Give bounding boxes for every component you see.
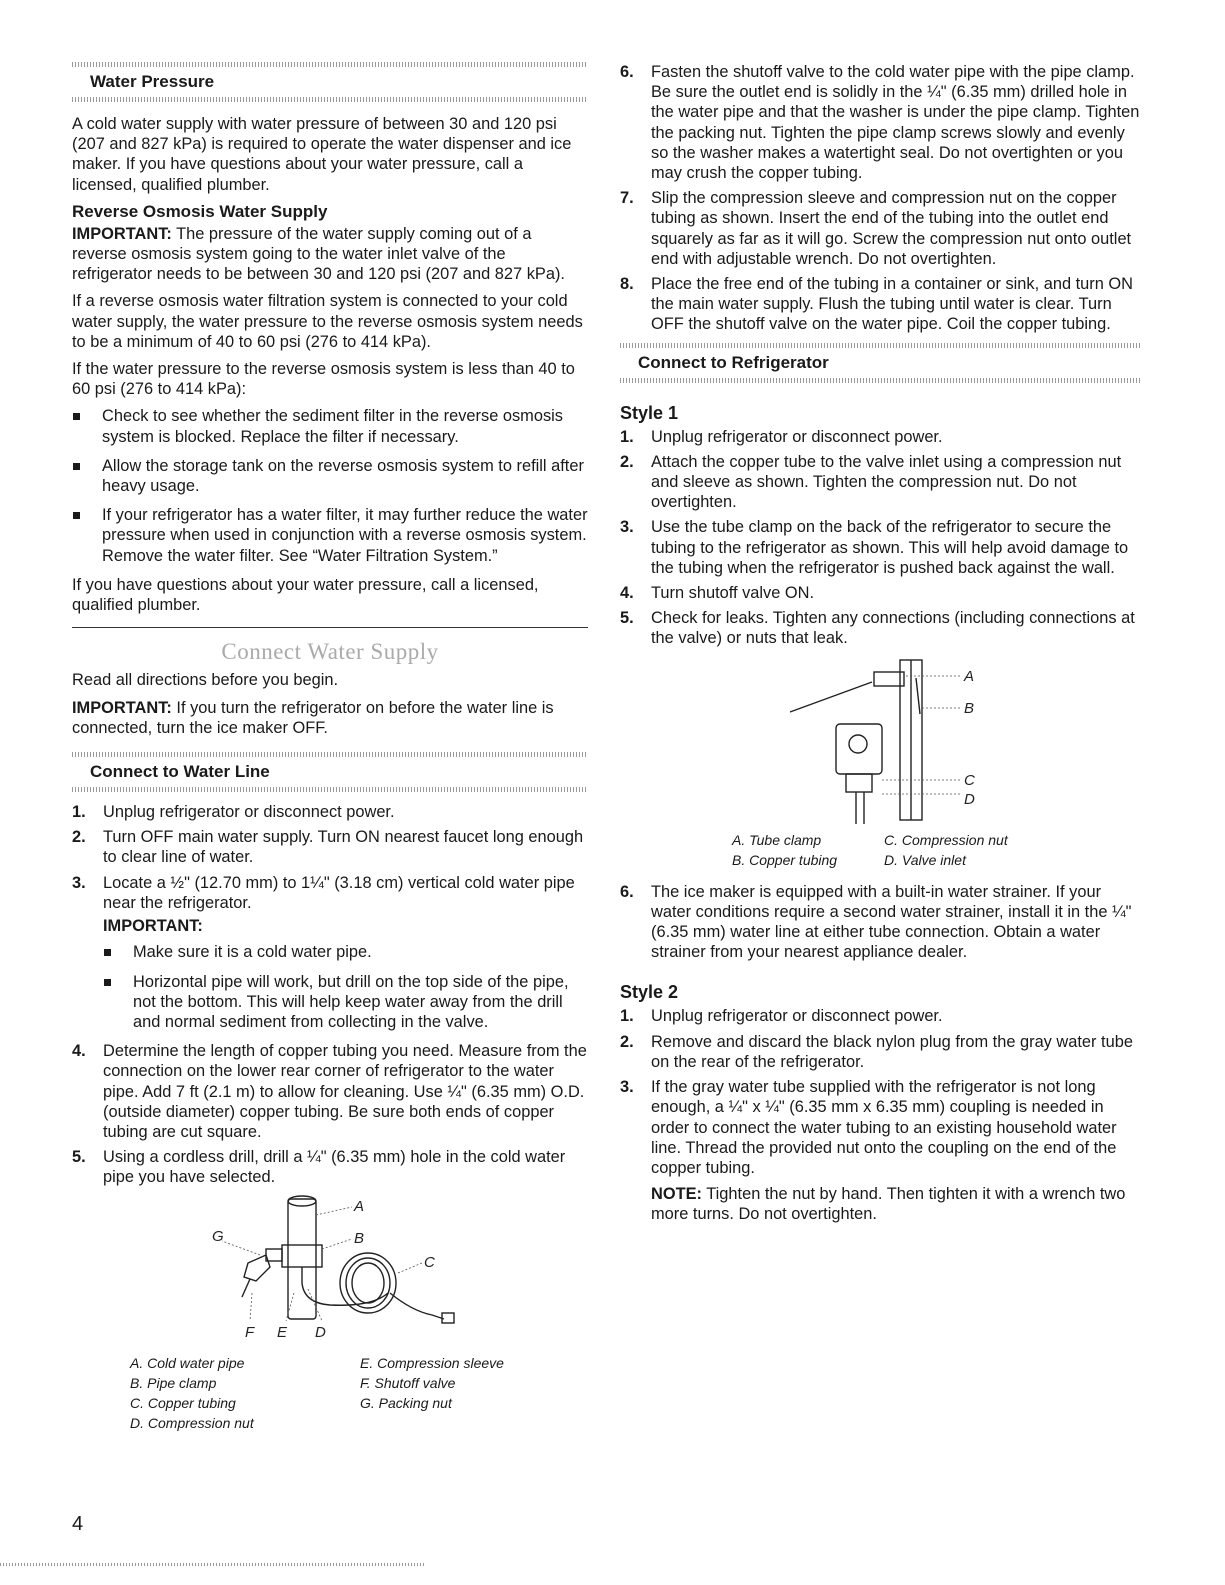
important-label: IMPORTANT: bbox=[72, 698, 172, 717]
step-item bbox=[72, 827, 588, 867]
pipe-top bbox=[288, 1196, 316, 1206]
ro-paragraph-1: If a reverse osmosis water filtration system is connected to your cold water supply, the water pressure to the reverse osmosis system needs to be a minimum of 40 to 60 psi (276 to 414 kPa). bbox=[72, 292, 583, 351]
cold-water-pipe bbox=[288, 1199, 316, 1319]
section-divider bbox=[72, 627, 588, 628]
valve-body bbox=[836, 724, 882, 774]
water-line-steps bbox=[72, 802, 588, 1187]
step-item bbox=[620, 1077, 1142, 1224]
step-number: 6. bbox=[620, 63, 634, 81]
step-item bbox=[72, 1041, 588, 1142]
style-1-heading: Style 1 bbox=[620, 402, 679, 423]
step-number: 3. bbox=[620, 1078, 634, 1097]
legend-item: G. Packing nut bbox=[360, 1394, 452, 1411]
list-item: Allow the storage tank on the reverse osmosis system to refill after heavy usage. bbox=[72, 456, 588, 496]
right-column bbox=[620, 62, 1142, 1232]
step-item bbox=[620, 274, 1142, 335]
note bbox=[651, 1184, 1142, 1224]
step-item bbox=[620, 517, 1142, 578]
label-c: C bbox=[424, 1253, 435, 1271]
label-d: D bbox=[315, 1323, 326, 1341]
label-a: A bbox=[354, 1197, 365, 1215]
ro-important bbox=[72, 224, 588, 285]
label-e: E bbox=[277, 1323, 288, 1341]
water-pressure-heading: Water Pressure bbox=[90, 72, 215, 91]
step-number: 1. bbox=[72, 803, 86, 822]
label-f: F bbox=[245, 1323, 255, 1341]
step-number: 4. bbox=[620, 584, 634, 603]
list-item: Make sure it is a cold water pipe. bbox=[103, 942, 588, 962]
tubing-coil bbox=[340, 1253, 396, 1313]
legend-item: D. Valve inlet bbox=[884, 851, 966, 868]
sub-bullet-list bbox=[103, 942, 588, 1032]
label-g: G bbox=[212, 1227, 224, 1245]
dotted-rule bbox=[72, 97, 588, 102]
list-item: Horizontal pipe will work, but drill on the top side of the pipe, not the bottom. This will help keep water away from the drill and normal sediment from collecting in the valve. bbox=[103, 972, 588, 1033]
legend-item bbox=[360, 1413, 560, 1433]
label-b: B bbox=[964, 699, 975, 717]
list-item: If your refrigerator has a water filter, it may further reduce the water pressure when used in conjunction with a reverse osmosis system. Remove the water filter. See “Water Filtration System.” bbox=[72, 505, 588, 566]
compression-fitting bbox=[442, 1313, 454, 1323]
step-text: Place the free end of the tubing in a container or sink, and turn ON the main water supply. Flush the tubing until water is clear. Turn OFF the shutoff valve on the water pipe. Coil the copper tubing. bbox=[651, 275, 1133, 334]
legend-item: C. Copper tubing bbox=[130, 1394, 236, 1411]
refrigerator-legend bbox=[732, 830, 1142, 870]
legend-item: B. Pipe clamp bbox=[130, 1374, 217, 1391]
important-label: IMPORTANT: bbox=[72, 224, 172, 243]
step-text: Locate a ½" (12.70 mm) to 1¼" (3.18 cm) vertical cold water pipe near the refrigerator. bbox=[103, 873, 575, 912]
step-number: 5. bbox=[620, 609, 634, 628]
step-text: Attach the copper tube to the valve inlet using a compression nut and sleeve as shown. Tighten the compression nut. Do not overtighten. bbox=[651, 452, 1122, 512]
page-number: 4 bbox=[72, 1513, 84, 1535]
ro-heading: Reverse Osmosis Water Supply bbox=[72, 201, 328, 221]
packing-nut bbox=[266, 1249, 282, 1261]
label-b: B bbox=[354, 1229, 365, 1247]
step-number: 3. bbox=[72, 873, 86, 892]
step-number: 2. bbox=[620, 452, 634, 471]
legend-item: D. Compression nut bbox=[130, 1414, 254, 1431]
step-item bbox=[620, 188, 1142, 269]
refrigerator-connection-diagram bbox=[620, 654, 1142, 830]
step-text: Unplug refrigerator or disconnect power. bbox=[651, 1007, 943, 1026]
step-text: Use the tube clamp on the back of the refrigerator to secure the tubing to the refrigerator as shown. This will help avoid damage to the tubing when the refrigerator is pushed back against the wall. bbox=[651, 518, 1129, 577]
dotted-rule bbox=[620, 343, 1142, 348]
water-pressure-section-head bbox=[72, 62, 588, 102]
step-item bbox=[72, 802, 588, 822]
legend-item: E. Compression sleeve bbox=[360, 1354, 504, 1371]
read-all-directions: Read all directions before you begin. bbox=[72, 671, 339, 690]
legend-item: A. Cold water pipe bbox=[130, 1354, 245, 1371]
step-text: Turn shutoff valve ON. bbox=[651, 584, 815, 603]
list-item: Check to see whether the sediment filter in the reverse osmosis system is blocked. Replace the filter if necessary. bbox=[72, 406, 588, 446]
ro-paragraph-2: If the water pressure to the reverse osmosis system is less than 40 to 60 psi (276 to 414 kPa): bbox=[72, 360, 575, 399]
style-2-heading: Style 2 bbox=[620, 982, 679, 1003]
step-number: 1. bbox=[620, 427, 634, 446]
dotted-rule bbox=[72, 752, 588, 757]
water-line-steps-continued bbox=[620, 62, 1142, 335]
label-c: C bbox=[964, 771, 975, 789]
step-text: Determine the length of copper tubing you need. Measure from the connection on the lower rear corner of refrigerator to the water pipe. Add 7 ft (2.1 m) to allow for cleaning. Use ¼" (6.35 mm) O.D. (outside diameter) copper tubing. Be sure both ends of copper tubing are cut square. bbox=[103, 1042, 587, 1141]
step-text: If the gray water tube supplied with the refrigerator is not long enough, a ¼" x ¼" (6.35 mm x 6.35 mm) coupling is needed in order to connect the water tubing to an existing household water line. Thread the provided nut onto the coupling on the end of the copper tubing. bbox=[651, 1078, 1117, 1177]
ro-bullet-list bbox=[72, 406, 588, 565]
note-label: NOTE: bbox=[651, 1185, 702, 1204]
step-number: 3. bbox=[620, 518, 634, 537]
step-text: Using a cordless drill, drill a ¼" (6.35 mm) hole in the cold water pipe you have selected. bbox=[103, 1148, 566, 1187]
step-number: 2. bbox=[620, 1032, 634, 1051]
connect-water-supply-title: Connect Water Supply bbox=[221, 639, 439, 665]
step-text: Unplug refrigerator or disconnect power. bbox=[651, 427, 943, 446]
step-number: 1. bbox=[620, 1007, 634, 1026]
step-number: 4. bbox=[72, 1042, 86, 1061]
bottom-dotted-edge bbox=[0, 1563, 425, 1566]
legend-item: A. Tube clamp bbox=[732, 831, 822, 848]
step-number: 7. bbox=[620, 189, 634, 208]
step-text: The ice maker is equipped with a built-in water strainer. If your water conditions require a second water strainer, install it in the ¼" (6.35 mm) water line at either tube connection. Obtain a water strainer from your nearest appliance dealer. bbox=[651, 882, 1132, 962]
step-text: Check for leaks. Tighten any connections (including connections at the valve) or nuts that leak. bbox=[651, 609, 1135, 648]
connect-important-text: If you turn the refrigerator on before the water line is connected, turn the ice maker OFF. bbox=[72, 698, 554, 737]
step-item bbox=[620, 608, 1142, 648]
connect-fridge-heading: Connect to Refrigerator bbox=[638, 352, 829, 372]
dotted-rule bbox=[620, 378, 1142, 383]
ro-important-text: The pressure of the water supply coming out of a reverse osmosis system going to the water inlet valve of the refrigerator needs to be between 30 and 120 psi (207 and 827 kPa). bbox=[72, 224, 565, 284]
connect-important bbox=[72, 698, 588, 738]
legend-item: F. Shutoff valve bbox=[360, 1374, 456, 1391]
note-text: Tighten the nut by hand. Then tighten it with a wrench two more turns. Do not overtighten. bbox=[651, 1185, 1126, 1224]
step-number: 8. bbox=[620, 275, 634, 294]
step-text: Slip the compression sleeve and compression nut on the copper tubing as shown. Insert the end of the tubing into the outlet end squarely as far as it will go. Screw the compression nut onto outlet end with adjustable wrench. Do not overtighten. bbox=[651, 189, 1132, 268]
style-1-step-6 bbox=[620, 882, 1142, 963]
left-column bbox=[72, 62, 588, 1433]
connect-fridge-section-head bbox=[620, 343, 1142, 383]
water-line-heading: Connect to Water Line bbox=[90, 762, 270, 782]
style-2-steps bbox=[620, 1006, 1142, 1224]
step-item bbox=[72, 873, 588, 1032]
legend-item: B. Copper tubing bbox=[732, 851, 838, 868]
label-a: A bbox=[964, 667, 975, 685]
important-label: IMPORTANT: bbox=[103, 917, 203, 936]
step-number: 2. bbox=[72, 828, 86, 847]
legend-item: C. Compression nut bbox=[884, 831, 1008, 848]
step-item bbox=[72, 1147, 588, 1187]
step-number: 5. bbox=[72, 1148, 86, 1167]
water-pressure-paragraph: A cold water supply with water pressure of between 30 and 120 psi (207 and 827 kPa) is required to operate the water dispenser and ice maker. If you have questions about your water pressure, call a licensed, qualified plumber. bbox=[72, 115, 572, 194]
label-d: D bbox=[964, 790, 975, 808]
step-item bbox=[620, 1006, 1142, 1026]
step-text: Turn OFF main water supply. Turn ON nearest faucet long enough to clear line of water. bbox=[103, 828, 584, 867]
compression-nut bbox=[846, 774, 872, 792]
dotted-rule bbox=[72, 787, 588, 792]
step-item bbox=[620, 1032, 1142, 1072]
water-pipe-diagram bbox=[72, 1193, 588, 1353]
water-pipe-legend bbox=[130, 1353, 588, 1433]
water-line-section-head bbox=[72, 752, 588, 792]
step-text: Unplug refrigerator or disconnect power. bbox=[103, 803, 395, 822]
valve-stem bbox=[242, 1279, 250, 1297]
style-1-steps bbox=[620, 427, 1142, 649]
step-item bbox=[620, 427, 1142, 447]
ro-paragraph-3: If you have questions about your water pressure, call a licensed, qualified plumber. bbox=[72, 575, 539, 615]
dotted-rule bbox=[72, 62, 588, 67]
step-text: Remove and discard the black nylon plug from the gray water tube on the rear of the refrigerator. bbox=[651, 1032, 1133, 1071]
step-item bbox=[620, 882, 1142, 963]
step-text: Fasten the shutoff valve to the cold water pipe with the pipe clamp. Be sure the outlet end is solidly in the ¼" (6.35 mm) drilled hole in the water pipe and that the washer is under the pipe clamp. Tighten the packing nut. Tighten the pipe clamp screws slowly and evenly so the washer makes a watertight seal. Do not overtighten or you may crush the copper tubing. bbox=[651, 63, 1140, 183]
copper-tubing bbox=[916, 678, 920, 714]
step-item bbox=[620, 62, 1142, 183]
step-number: 6. bbox=[620, 882, 634, 901]
step-item bbox=[620, 583, 1142, 603]
step-item bbox=[620, 452, 1142, 513]
